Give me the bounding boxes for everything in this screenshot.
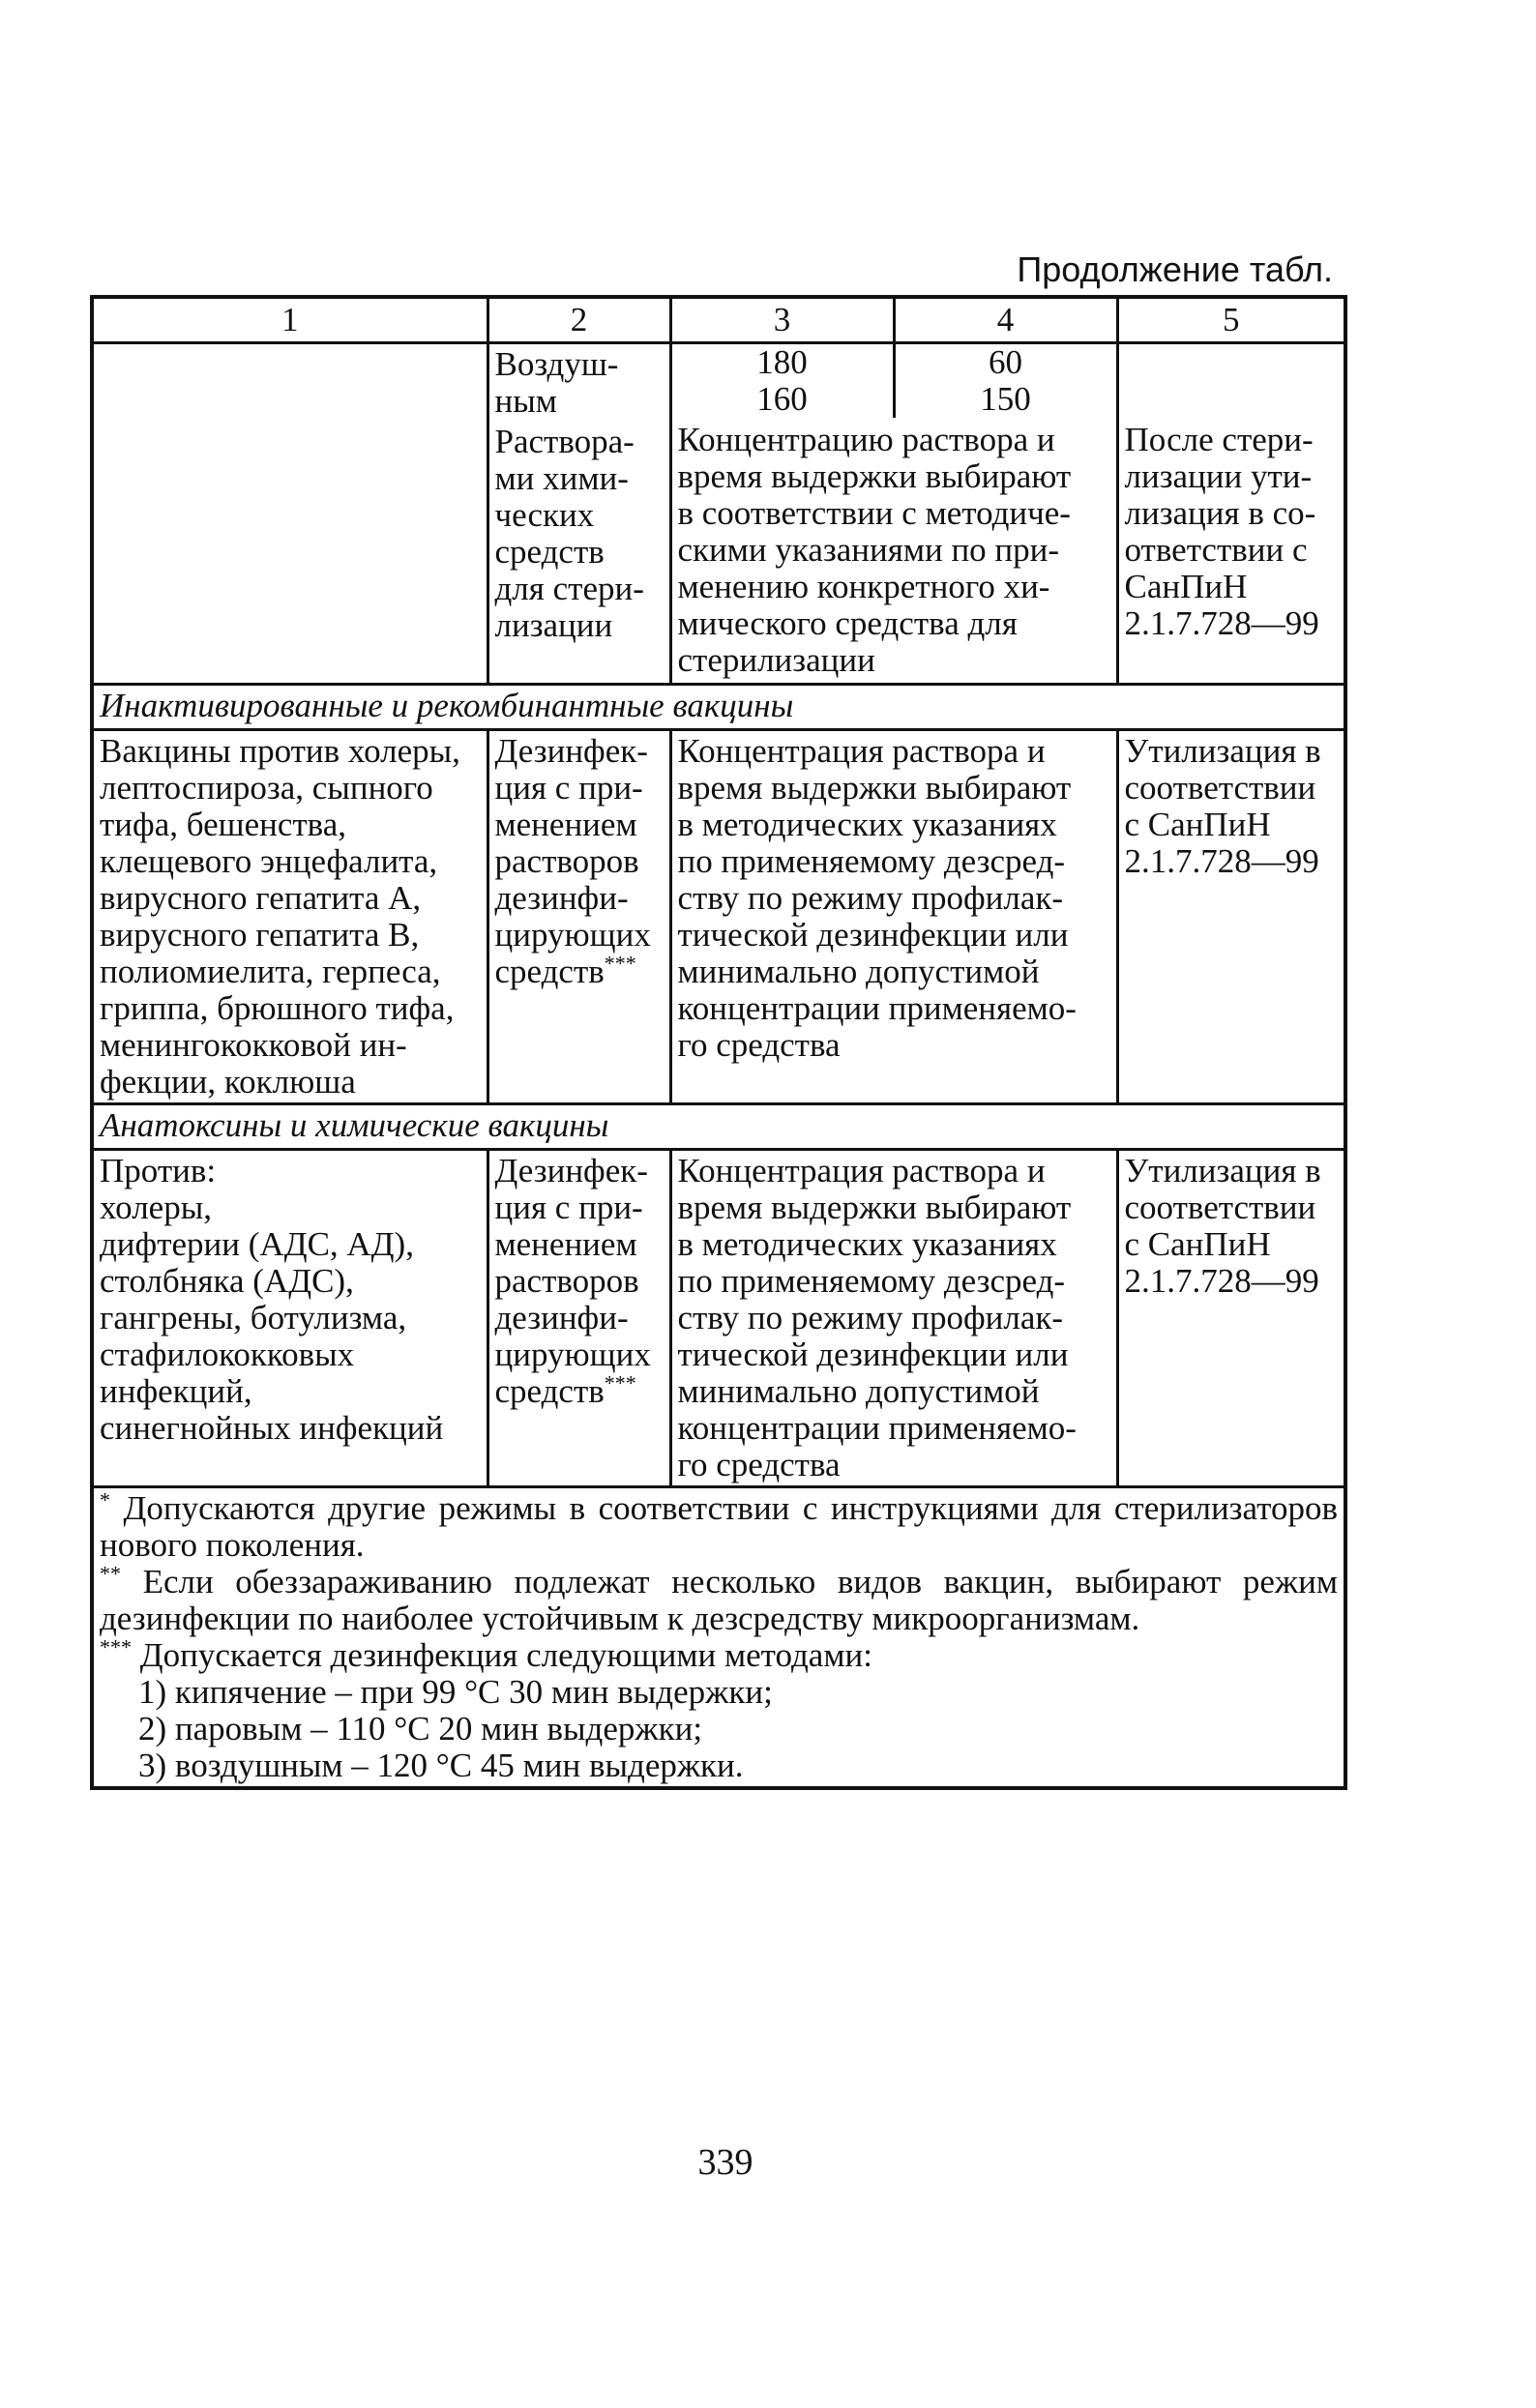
footnote-item: 2) паровым – 110 °С 20 мин выдержки; (138, 1710, 703, 1747)
method-chemical: Раствора- ми хими- ческих средств для стери- лизации (494, 423, 644, 644)
temperature-values: 180 160 (672, 344, 896, 418)
section-row (92, 1104, 1345, 1150)
footnote-text: Допускаются другие режимы в соответствии с инструкциями для стерилизаторов нового поколения. (100, 1489, 1338, 1564)
footnote-mark: * (100, 1487, 110, 1512)
method-cell (487, 343, 670, 685)
method-cell (487, 1150, 670, 1487)
footnote-text: Допускается дезинфекция следующими методами: (139, 1636, 872, 1674)
page-number: 339 (697, 2142, 753, 2183)
footnote-mark: *** (604, 951, 636, 976)
disposal-cell (1117, 343, 1345, 685)
vaccine-list: Против: холеры, дифтерии (АДС, АД), столбняка (АДС), гангрены, ботулизма, стафилококковых инфекций, синегнойных инфекций (92, 1150, 487, 1487)
header-cell: 1 (92, 297, 487, 343)
section-row (92, 685, 1345, 730)
table-row (92, 730, 1345, 1104)
table-header-row (92, 297, 1345, 343)
footnote-text: Если обеззараживанию подлежат несколько видов вакцин, выбирают режим дезинфекции по наиболее устойчивым к дезсредству микроорганизмам. (100, 1563, 1338, 1637)
time-values: 60 150 (980, 343, 1031, 418)
table-row (92, 343, 1345, 685)
disposal-text: После стери- лизации ути- лизация в со- ответствии с СанПиН 2.1.7.728—99 (1124, 421, 1319, 642)
header-cell: 2 (487, 297, 670, 343)
disposal-text: Утилизация в соответствии с СанПиН 2.1.7.728—99 (1117, 1150, 1345, 1487)
footnote-mark: *** (604, 1370, 636, 1395)
header-cell: 5 (1117, 297, 1345, 343)
header-cell: 3 (670, 297, 894, 343)
empty-cell (92, 343, 487, 685)
footnotes-row (92, 1487, 1345, 1789)
concentration-text: Концентрация раствора и время выдержки выбирают в методических указаниях по применяемому дезсред- ству по режиму профилак- тической дезинфекции или минимально допустимой концентрации применяемо- го средства (670, 730, 1117, 1104)
chemical-concentration-text: Концентрацию раствора и время выдержки выбирают в соответствии с методиче- скими указаниями по при- менению конкретного хи- мического средства для стерилизации (677, 421, 1072, 679)
temp-time-split (672, 344, 1116, 418)
footnote-mark: ** (100, 1561, 121, 1586)
table-continuation-caption: Продолжение табл. (1017, 250, 1333, 289)
method-text: Дезинфек- ция с при- менением растворов дезинфи- цирующих средств (494, 732, 651, 990)
method-text: Дезинфек- ция с при- менением растворов дезинфи- цирующих средств (494, 1152, 651, 1410)
footnotes-cell (92, 1487, 1345, 1789)
temp-time-cell (670, 343, 1117, 685)
section-title: Инактивированные и рекомбинантные вакцины (92, 685, 1345, 730)
method-air: Воздуш- ным (494, 345, 619, 420)
footnote-item: 1) кипячение – при 99 °С 30 мин выдержки; (138, 1673, 773, 1711)
method-cell (487, 730, 670, 1104)
concentration-text: Концентрация раствора и время выдержки выбирают в методических указаниях по применяемому дезсред- ству по режиму профилак- тической дезинфекции или минимально допустимой концентрации применяемо- го средства (670, 1150, 1117, 1487)
vaccine-list: Вакцины против холеры, лептоспироза, сыпного тифа, бешенства, клещевого энцефалита, вирусного гепатита А, вирусного гепатита В, полиомиелита, герпеса, гриппа, брюшного тифа, менингококковой ин- фекции, коклюша (92, 730, 487, 1104)
header-cell: 4 (894, 297, 1117, 343)
section-title: Анатоксины и химические вакцины (92, 1104, 1345, 1150)
table-row (92, 1150, 1345, 1487)
footnote-item: 3) воздушным – 120 °С 45 мин выдержки. (138, 1747, 744, 1784)
footnote-mark: *** (100, 1634, 132, 1659)
footnote-3 (100, 1634, 1338, 1674)
disposal-text: Утилизация в соответствии с СанПиН 2.1.7.728—99 (1117, 730, 1345, 1104)
footnote-2 (100, 1561, 1338, 1637)
sterilization-table (90, 295, 1347, 1790)
footnote-1 (100, 1487, 1338, 1564)
